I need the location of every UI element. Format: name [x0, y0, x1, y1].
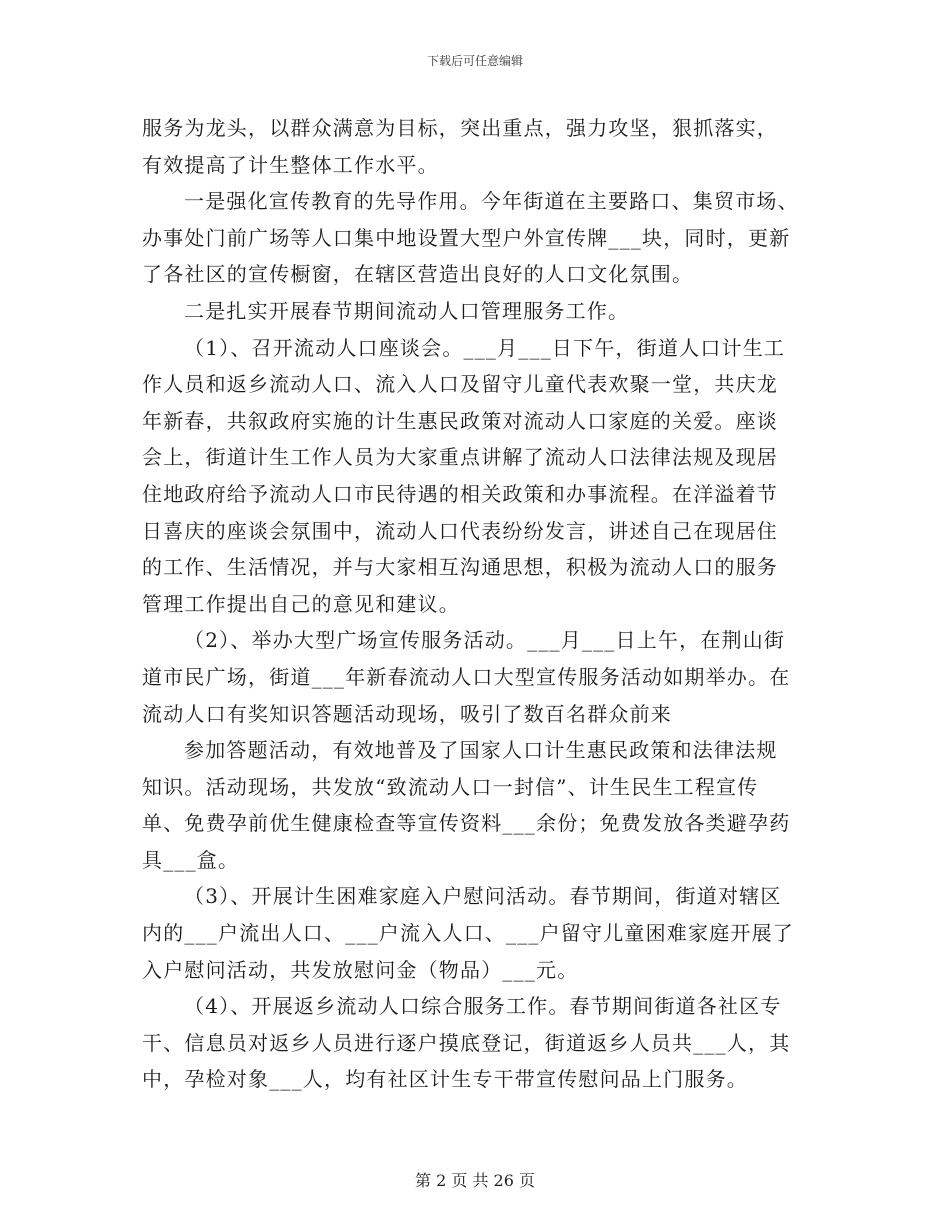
page-number: 第 2 页 共 26 页: [415, 1171, 535, 1190]
text-line: 道市民广场，街道___年新春流动人口大型宣传服务活动如期举办。在: [142, 664, 791, 689]
document-body: [142, 110, 812, 1098]
text-line: 参加答题活动，有效地普及了国家人口计生惠民政策和法律法规: [184, 738, 778, 763]
text-line: 管理工作提出自己的意见和建议。: [142, 591, 460, 616]
text-line: 知识。活动现场，共发放“致流动人口一封信”、计生民生工程宣传: [142, 774, 759, 799]
text-line: 年新春，共叙政府实施的计生惠民政策对流动人口家庭的关爱。座谈: [142, 408, 778, 433]
text-line: （1）、召开流动人口座谈会。___月___日下午，街道人口计生工: [184, 335, 786, 360]
text-line: 一是强化宣传教育的先导作用。今年街道在主要路口、集贸市场、: [184, 189, 799, 214]
page-header: 下载后可任意编辑: [426, 54, 523, 68]
text-line: 作人员和返乡流动人口、流入人口及留守儿童代表欢聚一堂，共庆龙: [142, 372, 778, 397]
text-line: 会上，街道计生工作人员为大家重点讲解了流动人口法律法规及现居: [142, 445, 778, 470]
text-line: 二是扎实开展春节期间流动人口管理服务工作。: [184, 298, 630, 323]
text-line: 流动人口有奖知识答题活动现场，吸引了数百名群众前来: [142, 701, 672, 726]
text-line: 具___盒。: [142, 847, 240, 872]
text-line: 的工作、生活情况，并与大家相互沟通思想，积极为流动人口的服务: [142, 555, 778, 580]
text-line: 干、信息员对返乡人员进行逐户摸底登记，街道返乡人员共___人，其: [142, 1030, 791, 1055]
text-line: 服务为龙头，以群众满意为目标，突出重点，强力攻坚，狠抓落实，: [142, 116, 778, 140]
text-line: 办事处门前广场等人口集中地设置大型户外宣传牌___块，同时，更新: [142, 225, 791, 250]
text-line: 有效提高了计生整体工作水平。: [142, 152, 439, 177]
text-line: 中，孕检对象___人，均有社区计生专干带宣传慰问品上门服务。: [142, 1067, 748, 1092]
text-line: 日喜庆的座谈会氛围中，流动人口代表纷纷发言，讲述自己在现居住: [142, 518, 778, 543]
text-line: （4）、开展返乡流动人口综合服务工作。春节期间街道各社区专: [184, 994, 782, 1019]
text-line: 单、免费孕前优生健康检查等宣传资料___余份；免费发放各类避孕药: [142, 811, 791, 836]
text-line: 了各社区的宣传橱窗，在辖区营造出良好的人口文化氛围。: [142, 262, 694, 287]
text-line: （3）、开展计生困难家庭入户慰问活动。春节期间，街道对辖区: [184, 884, 782, 909]
text-line: 入户慰问活动，共发放慰问金（物品）___元。: [142, 957, 579, 982]
text-line: 住地政府给予流动人口市民待遇的相关政策和办事流程。在洋溢着节: [142, 481, 778, 506]
text-line: （2）、举办大型广场宣传服务活动。___月___日上午，在荆山街: [184, 628, 786, 653]
text-line: 内的___户流出人口、___户流入人口、___户留守儿童困难家庭开展了: [142, 921, 794, 946]
